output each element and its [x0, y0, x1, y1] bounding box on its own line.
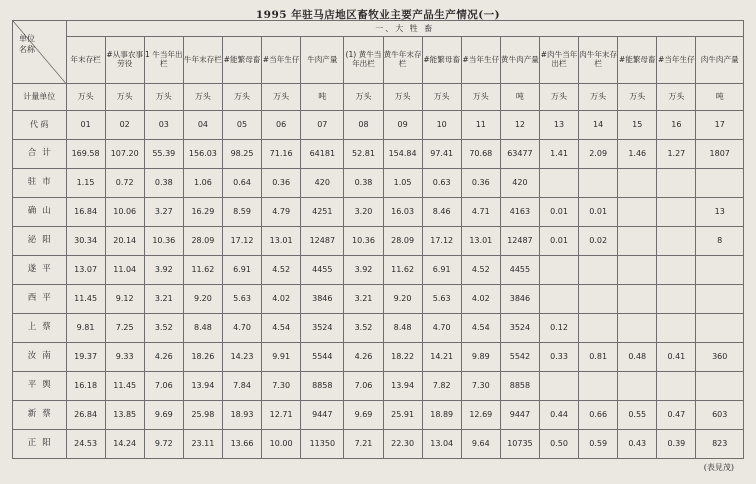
data-cell: 9.12 [105, 285, 144, 314]
column-header-row [13, 37, 744, 84]
code-cell: 08 [344, 111, 383, 140]
data-cell [657, 256, 696, 285]
unit-row [13, 84, 744, 111]
unit-cell: 万头 [539, 84, 578, 111]
data-cell: 4.70 [222, 314, 261, 343]
column-header: #从事农事劳役 [105, 37, 144, 84]
data-cell: 0.64 [222, 169, 261, 198]
data-cell [539, 256, 578, 285]
data-cell: 12487 [500, 227, 539, 256]
data-cell: 9.91 [262, 343, 301, 372]
data-cell: 4.52 [461, 256, 500, 285]
data-cell: 0.48 [618, 343, 657, 372]
table-row [13, 314, 744, 343]
data-cell: 6.91 [222, 256, 261, 285]
data-cell [618, 169, 657, 198]
section-header: 一、大 牲 畜 [66, 21, 743, 37]
data-cell [579, 314, 618, 343]
data-cell: 4.52 [262, 256, 301, 285]
code-cell: 04 [183, 111, 222, 140]
data-cell: 0.50 [539, 430, 578, 459]
data-cell: 107.20 [105, 140, 144, 169]
data-cell: 3524 [301, 314, 344, 343]
data-cell: 9.64 [461, 430, 500, 459]
data-cell [696, 169, 744, 198]
column-header: 黄牛年末存栏 [383, 37, 422, 84]
data-cell: 25.98 [183, 401, 222, 430]
data-cell: 28.09 [383, 227, 422, 256]
data-cell: 9.69 [344, 401, 383, 430]
column-header: #当年生仔 [461, 37, 500, 84]
unit-cell: 吨 [696, 84, 744, 111]
unit-cell: 万头 [262, 84, 301, 111]
data-cell: 24.53 [66, 430, 105, 459]
data-cell: 7.21 [344, 430, 383, 459]
data-cell: 3.52 [144, 314, 183, 343]
data-cell [657, 285, 696, 314]
data-cell: 13.07 [66, 256, 105, 285]
data-cell: 13.01 [461, 227, 500, 256]
data-cell: 20.14 [105, 227, 144, 256]
unit-row-label: 计量单位 [13, 84, 67, 111]
data-cell: 16.18 [66, 372, 105, 401]
data-cell: 4163 [500, 198, 539, 227]
column-header: #能繁母畜 [422, 37, 461, 84]
data-cell: 4.71 [461, 198, 500, 227]
data-cell: 4455 [301, 256, 344, 285]
data-cell: 64181 [301, 140, 344, 169]
data-cell: 169.58 [66, 140, 105, 169]
data-cell: 9.20 [383, 285, 422, 314]
data-cell: 8.46 [422, 198, 461, 227]
column-header: 牛年末存栏 [183, 37, 222, 84]
data-cell: 1.27 [657, 140, 696, 169]
data-cell: 9.20 [183, 285, 222, 314]
data-cell: 4455 [500, 256, 539, 285]
data-cell: 13.85 [105, 401, 144, 430]
unit-cell: 万头 [383, 84, 422, 111]
data-cell: 28.09 [183, 227, 222, 256]
data-cell: 5542 [500, 343, 539, 372]
data-cell: 154.84 [383, 140, 422, 169]
column-header: 黄牛肉产量 [500, 37, 539, 84]
data-cell: 13.01 [262, 227, 301, 256]
table-row [13, 169, 744, 198]
data-cell: 18.22 [383, 343, 422, 372]
data-cell: 0.01 [539, 198, 578, 227]
data-cell: 23.11 [183, 430, 222, 459]
code-row-label: 代 码 [13, 111, 67, 140]
data-cell: 11.45 [66, 285, 105, 314]
data-cell [696, 285, 744, 314]
data-cell [539, 285, 578, 314]
data-cell: 0.44 [539, 401, 578, 430]
table-row [13, 372, 744, 401]
data-cell: 11.04 [105, 256, 144, 285]
data-cell: 3.27 [144, 198, 183, 227]
data-cell: 1.05 [383, 169, 422, 198]
column-header: #当年生仔 [657, 37, 696, 84]
data-cell [696, 256, 744, 285]
data-cell: 0.72 [105, 169, 144, 198]
data-cell: 11350 [301, 430, 344, 459]
code-cell: 12 [500, 111, 539, 140]
code-cell: 09 [383, 111, 422, 140]
data-cell: 1807 [696, 140, 744, 169]
data-cell [539, 372, 578, 401]
row-label: 驻市 [13, 169, 67, 198]
data-cell: 3.52 [344, 314, 383, 343]
unit-cell: 万头 [66, 84, 105, 111]
data-cell: 14.24 [105, 430, 144, 459]
data-cell: 16.03 [383, 198, 422, 227]
table-row [13, 256, 744, 285]
code-cell: 16 [657, 111, 696, 140]
data-cell: 4.02 [262, 285, 301, 314]
data-cell: 22.30 [383, 430, 422, 459]
table-row [13, 343, 744, 372]
data-cell: 2.09 [579, 140, 618, 169]
data-cell: 0.33 [539, 343, 578, 372]
data-cell: 97.41 [422, 140, 461, 169]
data-cell: 19.37 [66, 343, 105, 372]
unit-cell: 万头 [222, 84, 261, 111]
row-label: 遂平 [13, 256, 67, 285]
data-cell: 0.12 [539, 314, 578, 343]
data-cell: 18.26 [183, 343, 222, 372]
data-cell: 1.41 [539, 140, 578, 169]
data-cell: 10735 [500, 430, 539, 459]
data-cell: 11.62 [383, 256, 422, 285]
column-header: #当年生仔 [262, 37, 301, 84]
column-header: 1 牛当年出栏 [144, 37, 183, 84]
data-cell: 70.68 [461, 140, 500, 169]
data-cell: 0.36 [461, 169, 500, 198]
unit-cell: 万头 [657, 84, 696, 111]
data-cell: 17.12 [422, 227, 461, 256]
data-cell: 26.84 [66, 401, 105, 430]
data-cell: 12487 [301, 227, 344, 256]
data-cell: 10.36 [144, 227, 183, 256]
data-cell: 9447 [500, 401, 539, 430]
data-cell: 1.46 [618, 140, 657, 169]
data-cell: 4.02 [461, 285, 500, 314]
data-cell: 13 [696, 198, 744, 227]
data-cell: 360 [696, 343, 744, 372]
data-cell [579, 285, 618, 314]
row-label: 上蔡 [13, 314, 67, 343]
code-cell: 17 [696, 111, 744, 140]
data-cell: 8.48 [183, 314, 222, 343]
data-cell: 3.92 [344, 256, 383, 285]
data-cell: 0.43 [618, 430, 657, 459]
data-cell: 9447 [301, 401, 344, 430]
data-cell: 0.55 [618, 401, 657, 430]
data-cell [696, 314, 744, 343]
data-cell: 11.62 [183, 256, 222, 285]
data-cell: 8858 [500, 372, 539, 401]
data-cell: 12.69 [461, 401, 500, 430]
data-cell: 1.15 [66, 169, 105, 198]
data-cell: 7.30 [262, 372, 301, 401]
data-cell: 55.39 [144, 140, 183, 169]
data-cell: 4251 [301, 198, 344, 227]
column-header: (1) 黄牛当年出栏 [344, 37, 383, 84]
data-cell: 4.79 [262, 198, 301, 227]
row-label: 新蔡 [13, 401, 67, 430]
data-cell [579, 169, 618, 198]
code-cell: 06 [262, 111, 301, 140]
data-cell: 5544 [301, 343, 344, 372]
data-cell: 14.21 [422, 343, 461, 372]
code-cell: 13 [539, 111, 578, 140]
data-cell: 823 [696, 430, 744, 459]
data-cell: 52.81 [344, 140, 383, 169]
corner-cell [13, 21, 67, 84]
row-label: 确山 [13, 198, 67, 227]
table-row [13, 140, 744, 169]
data-cell: 98.25 [222, 140, 261, 169]
data-cell: 13.66 [222, 430, 261, 459]
unit-cell: 吨 [301, 84, 344, 111]
livestock-table [12, 20, 744, 459]
data-cell: 0.01 [579, 198, 618, 227]
data-cell: 3524 [500, 314, 539, 343]
data-cell [657, 372, 696, 401]
data-cell: 10.36 [344, 227, 383, 256]
code-cell: 02 [105, 111, 144, 140]
data-cell: 3.20 [344, 198, 383, 227]
table-row [13, 401, 744, 430]
data-cell: 7.84 [222, 372, 261, 401]
data-cell [618, 198, 657, 227]
data-cell: 4.54 [262, 314, 301, 343]
data-cell [657, 227, 696, 256]
column-header: 肉牛年末存栏 [579, 37, 618, 84]
data-cell: 25.91 [383, 401, 422, 430]
data-cell: 10.00 [262, 430, 301, 459]
data-cell: 18.89 [422, 401, 461, 430]
unit-cell: 万头 [579, 84, 618, 111]
data-cell: 10.06 [105, 198, 144, 227]
data-cell: 4.70 [422, 314, 461, 343]
data-cell [579, 256, 618, 285]
column-header: #能繁母畜 [222, 37, 261, 84]
data-cell: 156.03 [183, 140, 222, 169]
row-label: 合计 [13, 140, 67, 169]
data-cell: 603 [696, 401, 744, 430]
data-cell: 0.66 [579, 401, 618, 430]
data-cell: 7.25 [105, 314, 144, 343]
data-cell: 6.91 [422, 256, 461, 285]
table-row [13, 198, 744, 227]
table-row [13, 285, 744, 314]
code-cell: 01 [66, 111, 105, 140]
data-cell: 11.45 [105, 372, 144, 401]
data-cell: 30.34 [66, 227, 105, 256]
code-cell: 14 [579, 111, 618, 140]
code-cell: 10 [422, 111, 461, 140]
data-cell: 9.33 [105, 343, 144, 372]
column-header: 肉牛肉产量 [696, 37, 744, 84]
data-cell: 71.16 [262, 140, 301, 169]
data-cell: 3.92 [144, 256, 183, 285]
data-cell: 13.04 [422, 430, 461, 459]
data-cell: 5.63 [222, 285, 261, 314]
data-cell: 0.38 [344, 169, 383, 198]
code-cell: 15 [618, 111, 657, 140]
data-cell: 12.71 [262, 401, 301, 430]
data-cell: 3.21 [344, 285, 383, 314]
column-header: #肉牛当年出栏 [539, 37, 578, 84]
table-row [13, 227, 744, 256]
unit-cell: 万头 [344, 84, 383, 111]
data-cell: 16.29 [183, 198, 222, 227]
data-cell: 0.63 [422, 169, 461, 198]
data-cell: 8858 [301, 372, 344, 401]
data-cell: 4.26 [144, 343, 183, 372]
data-cell [657, 169, 696, 198]
table-row [13, 430, 744, 459]
data-cell: 14.23 [222, 343, 261, 372]
data-cell: 3846 [500, 285, 539, 314]
code-cell: 05 [222, 111, 261, 140]
row-label: 泌阳 [13, 227, 67, 256]
code-row [13, 111, 744, 140]
section-row [13, 21, 744, 37]
data-cell: 9.81 [66, 314, 105, 343]
corner-label: 单位名称 [19, 34, 35, 55]
data-cell: 0.47 [657, 401, 696, 430]
column-header: 年末存栏 [66, 37, 105, 84]
data-cell [618, 227, 657, 256]
row-label: 正阳 [13, 430, 67, 459]
data-cell: 9.69 [144, 401, 183, 430]
data-cell: 4.54 [461, 314, 500, 343]
code-cell: 03 [144, 111, 183, 140]
data-cell: 420 [301, 169, 344, 198]
unit-cell: 万头 [183, 84, 222, 111]
data-cell: 0.01 [539, 227, 578, 256]
data-cell: 0.36 [262, 169, 301, 198]
row-label: 西平 [13, 285, 67, 314]
column-header: 牛肉产量 [301, 37, 344, 84]
data-cell: 63477 [500, 140, 539, 169]
code-cell: 07 [301, 111, 344, 140]
data-cell: 3.21 [144, 285, 183, 314]
data-cell: 0.59 [579, 430, 618, 459]
data-cell: 18.93 [222, 401, 261, 430]
data-cell [657, 314, 696, 343]
data-cell [657, 198, 696, 227]
footer-note: (表見茂) [703, 463, 734, 472]
data-cell [579, 372, 618, 401]
data-cell: 13.94 [383, 372, 422, 401]
data-cell: 16.84 [66, 198, 105, 227]
unit-cell: 万头 [422, 84, 461, 111]
data-cell: 8 [696, 227, 744, 256]
row-label: 汝南 [13, 343, 67, 372]
data-cell: 4.26 [344, 343, 383, 372]
unit-cell: 吨 [500, 84, 539, 111]
page-title: 1995 年驻马店地区畜牧业主要产品生产情况(一) [255, 9, 501, 21]
data-cell: 1.06 [183, 169, 222, 198]
unit-cell: 万头 [461, 84, 500, 111]
data-cell: 8.59 [222, 198, 261, 227]
data-cell: 7.82 [422, 372, 461, 401]
data-cell: 0.41 [657, 343, 696, 372]
data-cell: 7.30 [461, 372, 500, 401]
data-cell [539, 169, 578, 198]
data-cell: 0.02 [579, 227, 618, 256]
data-cell: 0.38 [144, 169, 183, 198]
data-cell [618, 314, 657, 343]
data-cell [618, 285, 657, 314]
data-cell [618, 372, 657, 401]
code-cell: 11 [461, 111, 500, 140]
column-header: #能繁母畜 [618, 37, 657, 84]
unit-cell: 万头 [618, 84, 657, 111]
data-cell: 17.12 [222, 227, 261, 256]
table-container [12, 20, 744, 459]
data-cell: 420 [500, 169, 539, 198]
unit-cell: 万头 [105, 84, 144, 111]
data-cell: 3846 [301, 285, 344, 314]
data-cell: 0.81 [579, 343, 618, 372]
data-cell: 8.48 [383, 314, 422, 343]
data-cell: 5.63 [422, 285, 461, 314]
data-cell: 0.39 [657, 430, 696, 459]
data-cell: 7.06 [144, 372, 183, 401]
data-cell: 9.72 [144, 430, 183, 459]
data-cell [696, 372, 744, 401]
row-label: 平舆 [13, 372, 67, 401]
unit-cell: 万头 [144, 84, 183, 111]
data-cell: 7.06 [344, 372, 383, 401]
data-cell: 9.89 [461, 343, 500, 372]
data-cell: 13.94 [183, 372, 222, 401]
data-cell [618, 256, 657, 285]
